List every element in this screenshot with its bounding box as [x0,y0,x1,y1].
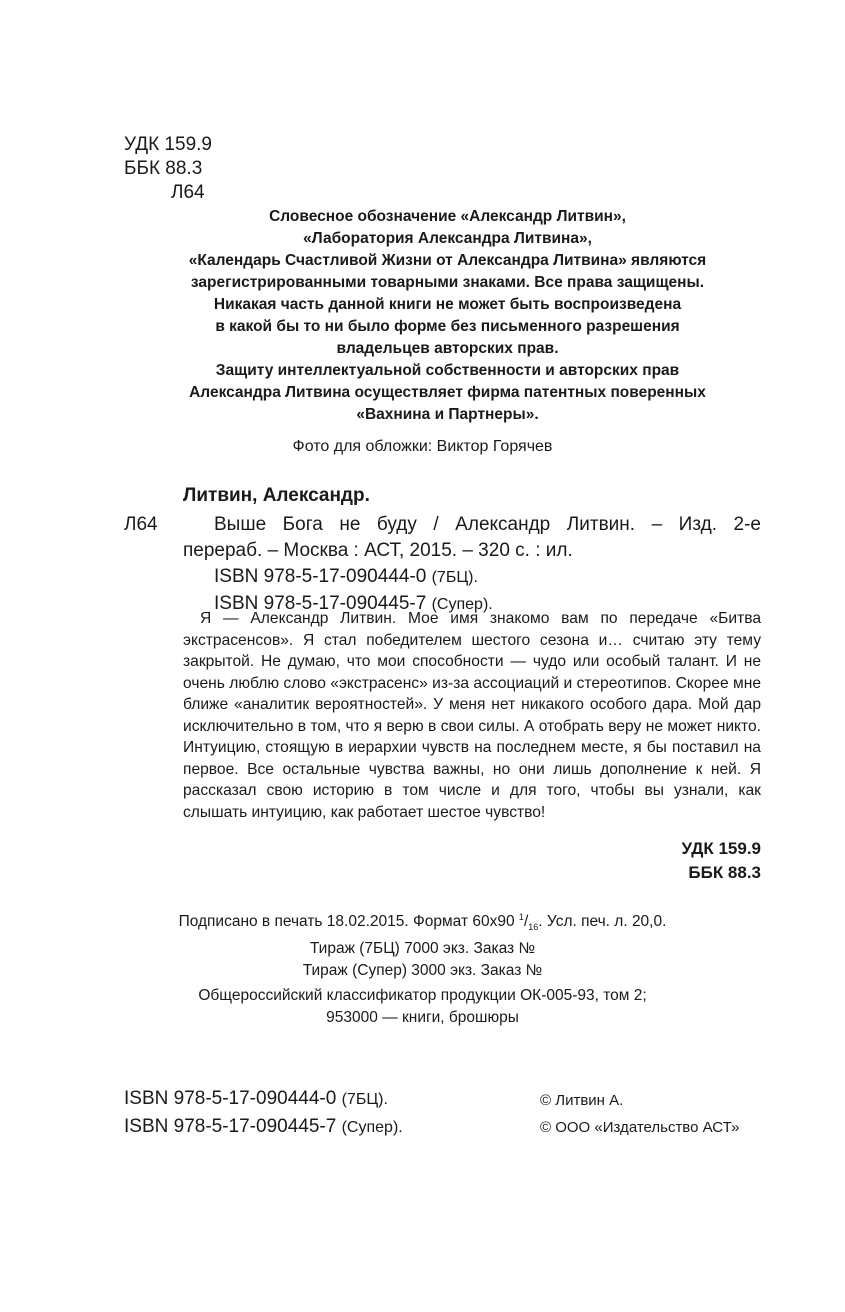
annotation [183,608,761,823]
bibliography-code: Л64 [124,514,158,535]
legal-line: Защиту интеллектуальной собственности и авторских прав [215,362,680,379]
bottom-isbn-block [124,1085,403,1141]
isbn-note: (Супер). [341,1119,403,1136]
bibliography-description: Выше Бога не буду / Александр Литвин. – Изд. 2-е [214,514,761,535]
fraction-denominator: 16 [528,922,539,932]
isbn-number: ISBN 978-5-17-090444-0 [214,566,427,587]
isbn-note: (Супер). [431,596,493,613]
bibliography-description-cont: перераб. – Москва : АСТ, 2015. – 320 с. : ил. [183,540,573,561]
legal-notice [120,206,775,426]
copyright-block [540,1087,739,1141]
print-signed-line [0,906,845,938]
isbn-note: (7БЦ). [431,569,478,586]
author-heading: Литвин, Александр. [183,485,370,506]
legal-line: зарегистрированными товарными знаками. Все права защищены. [190,274,705,291]
udk-code: УДК 159.9 [124,134,212,155]
fraction-numerator: 1 [518,912,524,922]
copyright-author: © Литвин А. [540,1092,624,1109]
isbn-note: (7БЦ). [341,1091,388,1108]
bottom-isbn-2 [124,1113,403,1141]
isbn-number: ISBN 978-5-17-090445-7 [214,593,427,614]
classifier-line-2: 953000 — книги, брошюры [326,1009,519,1026]
udk-code-right: УДК 159.9 [681,839,761,858]
author-mark: Л64 [171,182,205,203]
bbk-code-right: ББК 88.3 [688,863,761,882]
legal-line: «Лаборатория Александра Литвина», [303,230,592,247]
legal-line: в какой бы то ни было форме без письменного разрешения [215,318,680,335]
product-classifier [0,985,845,1029]
header-codes [124,133,212,205]
legal-line: Александра Литвина осуществляет фирма патентных поверенных [189,384,706,401]
bibliography-entry [183,512,761,618]
bibliography-isbn-1 [183,564,761,591]
legal-line: Никакая часть данной книги не может быть воспроизведена [213,296,682,313]
classification-right [682,837,761,885]
print-run-7bc: Тираж (7БЦ) 7000 экз. Заказ № [309,940,536,957]
photo-credit: Фото для обложки: Виктор Горячев [292,438,553,455]
print-signed-suffix: . Усл. печ. л. 20,0. [538,913,667,930]
isbn-number: ISBN 978-5-17-090444-0 [124,1088,337,1109]
legal-line: Словесное обозначение «Александр Литвин», [269,208,626,225]
bottom-isbn-1 [124,1085,403,1113]
legal-line: владельцев авторских прав. [336,340,559,357]
isbn-number: ISBN 978-5-17-090445-7 [124,1116,337,1137]
print-info [0,906,845,982]
copyright-publisher: © ООО «Издательство АСТ» [540,1119,740,1136]
print-run-super: Тираж (Супер) 3000 экз. Заказ № [302,962,543,979]
classifier-line-1: Общероссийский классификатор продукции ОК-005-93, том 2; [198,987,647,1004]
annotation-text: Я — Александр Литвин. Мое имя знакомо вам по передаче «Битва экстрасенсов». Я стал победителем шестого сезона и… считаю эту тему закрытой. Не думаю, что мои способности — чудо или особый талант. И не очень люблю слово «экстрасенс» из-за ассоциаций и стереотипов. Скорее мне ближе «аналитик вероятностей». У меня нет никакого особого дара. Мой дар исключительно в том, что я верю в свои силы. А отобрать веру не может никто. Интуицию, стоящую в иерархии чувств на последнем месте, я бы поставил на первое. Все остальные чувства важны, но они лишь дополнение к ней. Я рассказал свою историю в том числе и для того, чтобы вы узнали, как слышать интуицию, как работает шестое чувство! [183,610,761,821]
legal-line: «Календарь Счастливой Жизни от Александра Литвина» являются [188,252,707,269]
bbk-code: ББК 88.3 [124,158,203,179]
format-fraction: $^1/_{16}$ [518,912,539,932]
print-signed-prefix: Подписано в печать 18.02.2015. Формат 60x90 [178,913,515,930]
legal-line: «Вахнина и Партнеры». [356,406,539,423]
